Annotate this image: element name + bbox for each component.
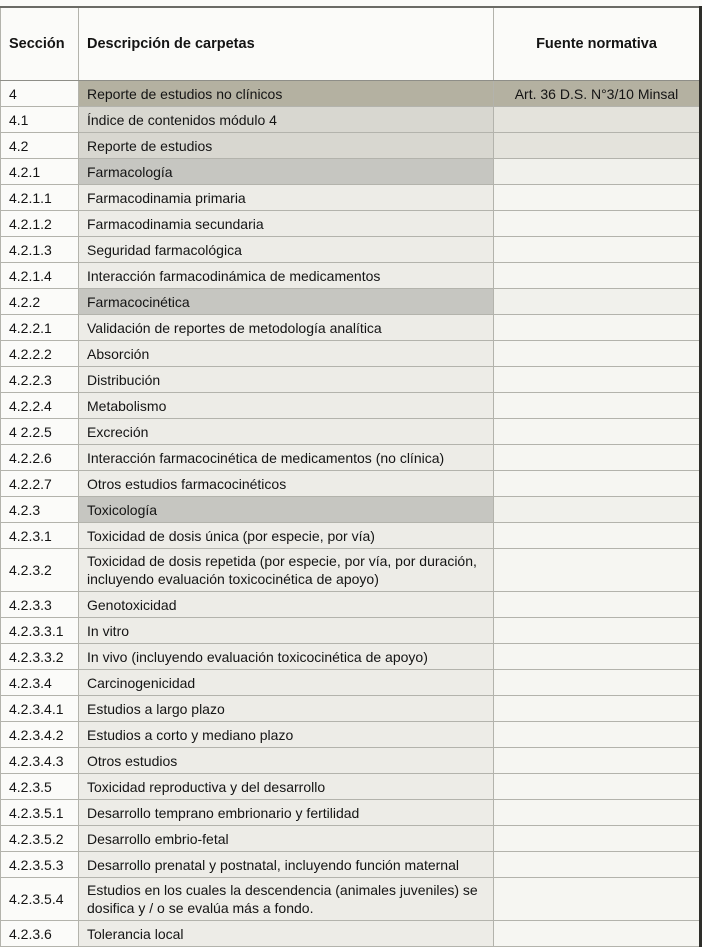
table-row <box>1 341 701 367</box>
table-row <box>1 315 701 341</box>
description-cell: Seguridad farmacológica <box>79 237 494 263</box>
source-cell <box>494 800 701 826</box>
section-cell: 4.2.2 <box>1 289 79 315</box>
table-row <box>1 852 701 878</box>
table-row <box>1 237 701 263</box>
table-row <box>1 133 701 159</box>
header-row <box>1 7 701 81</box>
source-cell <box>494 263 701 289</box>
source-cell <box>494 133 701 159</box>
header-section: Sección <box>1 7 79 81</box>
section-cell: 4.2.3.5.4 <box>1 878 79 921</box>
header-source: Fuente normativa <box>494 7 701 81</box>
table-row <box>1 159 701 185</box>
source-cell <box>494 826 701 852</box>
description-cell: Toxicidad reproductiva y del desarrollo <box>79 774 494 800</box>
section-cell: 4.2.1.1 <box>1 185 79 211</box>
description-cell: Desarrollo embrio-fetal <box>79 826 494 852</box>
table-body <box>1 81 701 947</box>
section-cell: 4.2.2.4 <box>1 393 79 419</box>
table-row <box>1 497 701 523</box>
source-cell <box>494 748 701 774</box>
source-cell <box>494 211 701 237</box>
folder-structure-table <box>0 6 702 947</box>
table-row <box>1 185 701 211</box>
source-cell <box>494 367 701 393</box>
description-cell: Excreción <box>79 419 494 445</box>
table-row <box>1 800 701 826</box>
table-row <box>1 774 701 800</box>
description-cell: Toxicidad de dosis única (por especie, por vía) <box>79 523 494 549</box>
source-cell <box>494 315 701 341</box>
table-row <box>1 878 701 921</box>
description-cell: Carcinogenicidad <box>79 670 494 696</box>
description-cell: Toxicología <box>79 497 494 523</box>
description-cell: Reporte de estudios no clínicos <box>79 81 494 107</box>
source-cell <box>494 185 701 211</box>
section-cell: 4.2.3.4.3 <box>1 748 79 774</box>
section-cell: 4 <box>1 81 79 107</box>
source-cell: Art. 36 D.S. N°3/10 Minsal <box>494 81 701 107</box>
section-cell: 4.2.3.4.2 <box>1 722 79 748</box>
table-row <box>1 107 701 133</box>
table-row <box>1 289 701 315</box>
table-row <box>1 921 701 947</box>
source-cell <box>494 549 701 592</box>
source-cell <box>494 523 701 549</box>
section-cell: 4.2.3.3.2 <box>1 644 79 670</box>
source-cell <box>494 921 701 947</box>
description-cell: Farmacodinamia secundaria <box>79 211 494 237</box>
source-cell <box>494 852 701 878</box>
section-cell: 4.2.1.2 <box>1 211 79 237</box>
source-cell <box>494 497 701 523</box>
description-cell: Distribución <box>79 367 494 393</box>
description-cell: Estudios a largo plazo <box>79 696 494 722</box>
description-cell: Genotoxicidad <box>79 592 494 618</box>
source-cell <box>494 159 701 185</box>
table-row <box>1 549 701 592</box>
description-cell: Farmacología <box>79 159 494 185</box>
section-cell: 4.2.2.1 <box>1 315 79 341</box>
source-cell <box>494 107 701 133</box>
section-cell: 4.2.3.3 <box>1 592 79 618</box>
description-cell: Validación de reportes de metodología analítica <box>79 315 494 341</box>
header-description: Descripción de carpetas <box>79 7 494 81</box>
description-cell: Otros estudios <box>79 748 494 774</box>
description-cell: Desarrollo prenatal y postnatal, incluyendo función maternal <box>79 852 494 878</box>
description-cell: Tolerancia local <box>79 921 494 947</box>
section-cell: 4.2.2.3 <box>1 367 79 393</box>
source-cell <box>494 774 701 800</box>
description-cell: In vivo (incluyendo evaluación toxicocinética de apoyo) <box>79 644 494 670</box>
source-cell <box>494 722 701 748</box>
table-row <box>1 367 701 393</box>
table-row <box>1 393 701 419</box>
table-row <box>1 471 701 497</box>
section-cell: 4.2.2.7 <box>1 471 79 497</box>
table-row <box>1 826 701 852</box>
table-row <box>1 592 701 618</box>
description-cell: Estudios en los cuales la descendencia (animales juveniles) se dosifica y / o se evalúa más a fondo. <box>79 878 494 921</box>
description-cell: Interacción farmacodinámica de medicamentos <box>79 263 494 289</box>
description-cell: In vitro <box>79 618 494 644</box>
section-cell: 4.2.1.4 <box>1 263 79 289</box>
source-cell <box>494 696 701 722</box>
source-cell <box>494 618 701 644</box>
description-cell: Interacción farmacocinética de medicamentos (no clínica) <box>79 445 494 471</box>
source-cell <box>494 592 701 618</box>
description-cell: Farmacocinética <box>79 289 494 315</box>
source-cell <box>494 419 701 445</box>
source-cell <box>494 237 701 263</box>
section-cell: 4.2.3.5.1 <box>1 800 79 826</box>
section-cell: 4.2 <box>1 133 79 159</box>
table-row <box>1 211 701 237</box>
source-cell <box>494 393 701 419</box>
description-cell: Desarrollo temprano embrionario y fertilidad <box>79 800 494 826</box>
section-cell: 4.2.3.5.2 <box>1 826 79 852</box>
table-row <box>1 644 701 670</box>
table-row <box>1 419 701 445</box>
description-cell: Metabolismo <box>79 393 494 419</box>
section-cell: 4.2.3.5.3 <box>1 852 79 878</box>
source-cell <box>494 878 701 921</box>
section-cell: 4.2.3.5 <box>1 774 79 800</box>
section-cell: 4.1 <box>1 107 79 133</box>
table-row <box>1 722 701 748</box>
section-cell: 4.2.3.3.1 <box>1 618 79 644</box>
table-row <box>1 263 701 289</box>
section-cell: 4.2.3 <box>1 497 79 523</box>
section-cell: 4.2.3.1 <box>1 523 79 549</box>
section-cell: 4.2.1.3 <box>1 237 79 263</box>
description-cell: Índice de contenidos módulo 4 <box>79 107 494 133</box>
section-cell: 4.2.2.2 <box>1 341 79 367</box>
section-cell: 4.2.3.4.1 <box>1 696 79 722</box>
section-cell: 4.2.3.6 <box>1 921 79 947</box>
description-cell: Toxicidad de dosis repetida (por especie, por vía, por duración, incluyendo evaluación toxicocinética de apoyo) <box>79 549 494 592</box>
table-row <box>1 523 701 549</box>
description-cell: Farmacodinamia primaria <box>79 185 494 211</box>
table-row <box>1 696 701 722</box>
source-cell <box>494 445 701 471</box>
table-row <box>1 748 701 774</box>
table-row <box>1 618 701 644</box>
table-row <box>1 81 701 107</box>
section-cell: 4.2.1 <box>1 159 79 185</box>
description-cell: Absorción <box>79 341 494 367</box>
section-cell: 4.2.3.4 <box>1 670 79 696</box>
table-row <box>1 670 701 696</box>
source-cell <box>494 471 701 497</box>
section-cell: 4 2.2.5 <box>1 419 79 445</box>
source-cell <box>494 670 701 696</box>
source-cell <box>494 644 701 670</box>
section-cell: 4.2.3.2 <box>1 549 79 592</box>
description-cell: Reporte de estudios <box>79 133 494 159</box>
table-row <box>1 445 701 471</box>
description-cell: Otros estudios farmacocinéticos <box>79 471 494 497</box>
source-cell <box>494 289 701 315</box>
section-cell: 4.2.2.6 <box>1 445 79 471</box>
table-header <box>1 7 701 81</box>
description-cell: Estudios a corto y mediano plazo <box>79 722 494 748</box>
source-cell <box>494 341 701 367</box>
